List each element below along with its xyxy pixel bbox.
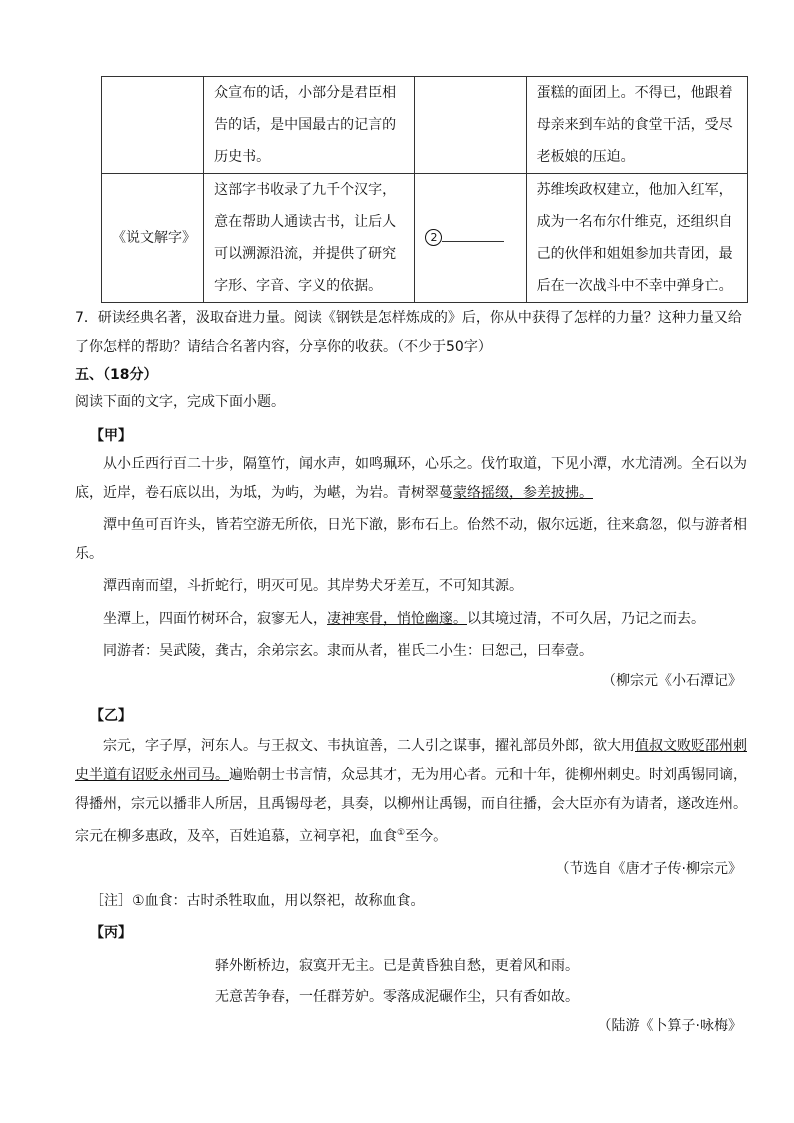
yi-paragraph: 宗元，字子厚，河东人。与王叔文、韦执谊善，二人引之谋事，擢礼部员外郎，欲大用值叔文败贬邵州刺史半道有诏贬永州司马。遍贻朝士书言情，众忌其才，无为用心者。元和十年，徙柳州刺史。时刘禹锡同谪，得播州，宗元以播非人所居，且禹锡母老，具奏，以柳州让禹锡，而自往播，会大臣亦有为请者，遂改连州。宗元在柳多惠政，及卒，百姓追慕，立祠享祀，血食①至今。 — [75, 738, 747, 845]
jia-paragraph-5: 同游者：吴武陵，龚古，余弟宗玄。隶而从者，崔氏二小生：曰恕己，曰奉壹。 — [103, 643, 593, 659]
answer-blank[interactable] — [442, 227, 504, 242]
section-title: 五、（18分） — [75, 367, 158, 383]
underlined-phrase: 凄神寒骨，悄怆幽邃。 — [327, 611, 467, 627]
answer-blank-cell[interactable] — [415, 174, 526, 303]
jia-source: （柳宗元《小石潭记》 — [602, 673, 742, 689]
table-row — [102, 77, 748, 174]
yi-source: （节选自《唐才子传·柳宗元》 — [555, 861, 742, 877]
label-jia: 【甲】 — [90, 428, 132, 444]
question-7: 7．研读经典名著，汲取奋进力量。阅读《钢铁是怎样炼成的》后，你从中获得了怎样的力量？这种力量又给了你怎样的帮助？请结合名著内容，分享你的收获。（不少于50字） — [75, 310, 742, 355]
table-cell: 蛋糕的面团上。不得已，他跟着 母亲来到车站的食堂干活，受尽 老板娘的压迫。 — [526, 77, 747, 174]
poem-line-1: 驿外断桥边，寂寞开无主。已是黄昏独自愁，更着风和雨。 — [215, 958, 579, 974]
table-cell: 苏维埃政权建立，他加入红军， 成为一名布尔什维克，还组织自 己的伙伴和姐姐参加共青团，最 后在一次战斗中不幸中弹身亡。 — [526, 174, 747, 303]
table-cell — [102, 77, 204, 174]
circled-number-2: 2 — [425, 229, 442, 246]
label-bing: 【丙】 — [90, 925, 132, 941]
jia-paragraph-2: 潭中鱼可百许头，皆若空游无所依，日光下澈，影布石上。佁然不动，俶尔远逝，往来翕忽，似与游者相乐。 — [75, 517, 747, 562]
table-row — [102, 174, 748, 303]
famous-books-table — [101, 76, 748, 303]
bing-source: （陆游《卜算子·咏梅》 — [597, 1018, 742, 1034]
jia-paragraph-4: 坐潭上，四面竹树环合，寂寥无人，凄神寒骨，悄怆幽邃。以其境过清，不可久居，乃记之而去。 — [103, 611, 705, 627]
jia-paragraph-3: 潭西南而望，斗折蛇行，明灭可见。其岸势犬牙差互，不可知其源。 — [103, 578, 523, 594]
table-cell: 这部字书收录了九千个汉字， 意在帮助人通读古书，让后人 可以溯源沿流，并提供了研究 字形、字音、字义的依据。 — [204, 174, 415, 303]
table-cell — [415, 77, 526, 174]
label-yi: 【乙】 — [90, 708, 132, 724]
section-instruction: 阅读下面的文字，完成下面小题。 — [75, 394, 285, 410]
underlined-sentence: 值叔文败贬邵州刺史半道有诏贬永州司马。 — [75, 738, 747, 783]
underlined-phrase: 蒙络摇缀，参差披拂。 — [453, 485, 593, 501]
table-cell-book-title: 《说文解字》 — [102, 174, 204, 303]
jia-paragraph-1: 从小丘西行百二十步，隔篁竹，闻水声，如鸣珮环，心乐之。伐竹取道，下见小潭，水尤清冽。全石以为底，近岸，卷石底以出，为坻，为屿，为嵁，为岩。青树翠蔓蒙络摇缀，参差披拂。 — [75, 456, 747, 501]
table-cell: 众宣布的话，小部分是君臣相 告的话，是中国最古的记言的 历史书。 — [204, 77, 415, 174]
yi-footnote: ［注］①血食：古时杀牲取血，用以祭祀，故称血食。 — [90, 893, 425, 909]
poem-line-2: 无意苦争春，一任群芳妒。零落成泥碾作尘，只有香如故。 — [215, 989, 579, 1005]
footnote-mark: ① — [397, 828, 406, 838]
